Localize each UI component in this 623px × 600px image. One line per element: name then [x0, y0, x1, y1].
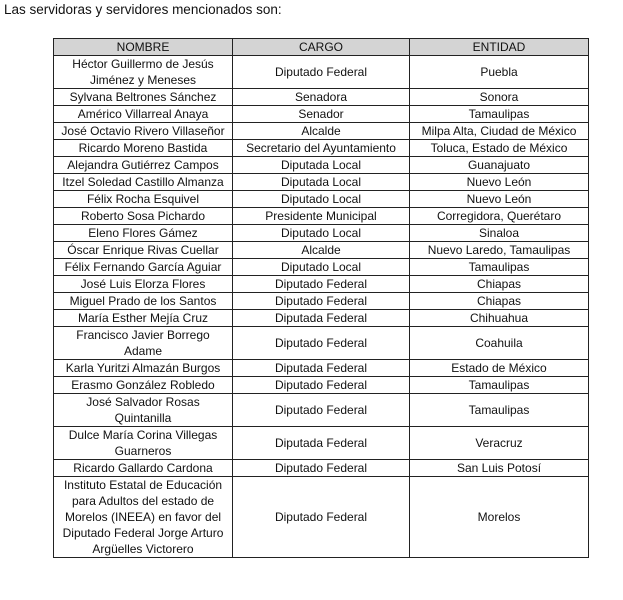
cell-nombre: Erasmo González Robledo: [54, 377, 233, 394]
cell-nombre: Ricardo Moreno Bastida: [54, 140, 233, 157]
cell-cargo: Diputada Federal: [233, 427, 410, 460]
cell-entidad: Estado de México: [410, 360, 589, 377]
cell-nombre: Karla Yuritzi Almazán Burgos: [54, 360, 233, 377]
table-row: [54, 377, 589, 394]
cell-entidad: Tamaulipas: [410, 259, 589, 276]
table-row: [54, 225, 589, 242]
cell-entidad: Corregidora, Querétaro: [410, 208, 589, 225]
cell-cargo: Diputado Federal: [233, 460, 410, 477]
table-row: [54, 259, 589, 276]
cell-nombre: Sylvana Beltrones Sánchez: [54, 89, 233, 106]
cell-entidad: Toluca, Estado de México: [410, 140, 589, 157]
table-row: [54, 242, 589, 259]
cell-cargo: Diputado Local: [233, 225, 410, 242]
cell-nombre: María Esther Mejía Cruz: [54, 310, 233, 327]
cell-nombre: José Octavio Rivero Villaseñor: [54, 123, 233, 140]
header-entidad: ENTIDAD: [410, 39, 589, 56]
cell-cargo: Diputado Federal: [233, 377, 410, 394]
cell-cargo: Diputado Federal: [233, 293, 410, 310]
cell-cargo: Senador: [233, 106, 410, 123]
cell-nombre: Óscar Enrique Rivas Cuellar: [54, 242, 233, 259]
cell-entidad: Veracruz: [410, 427, 589, 460]
table-row: [54, 327, 589, 360]
cell-nombre: Francisco Javier Borrego Adame: [54, 327, 233, 360]
cell-entidad: Puebla: [410, 56, 589, 89]
cell-nombre: Eleno Flores Gámez: [54, 225, 233, 242]
table-row: [54, 191, 589, 208]
cell-nombre: Instituto Estatal de Educación para Adultos del estado de Morelos (INEEA) en favor del Diputado Federal Jorge Arturo Argüelles Victorero: [54, 477, 233, 558]
table-header-row: [54, 39, 589, 56]
cell-cargo: Diputado Federal: [233, 477, 410, 558]
cell-cargo: Senadora: [233, 89, 410, 106]
cell-cargo: Secretario del Ayuntamiento: [233, 140, 410, 157]
table-row: [54, 276, 589, 293]
cell-cargo: Diputado Federal: [233, 327, 410, 360]
cell-cargo: Diputado Local: [233, 259, 410, 276]
table-row: [54, 106, 589, 123]
table-row: [54, 477, 589, 558]
table-row: [54, 56, 589, 89]
cell-nombre: José Salvador Rosas Quintanilla: [54, 394, 233, 427]
cell-entidad: Morelos: [410, 477, 589, 558]
table-row: [54, 394, 589, 427]
cell-nombre: Itzel Soledad Castillo Almanza: [54, 174, 233, 191]
cell-entidad: Nuevo León: [410, 191, 589, 208]
table-row: [54, 360, 589, 377]
cell-entidad: Tamaulipas: [410, 394, 589, 427]
cell-cargo: Diputada Local: [233, 174, 410, 191]
cell-nombre: José Luis Elorza Flores: [54, 276, 233, 293]
cell-entidad: Coahuila: [410, 327, 589, 360]
cell-cargo: Diputado Local: [233, 191, 410, 208]
cell-nombre: Américo Villarreal Anaya: [54, 106, 233, 123]
cell-nombre: Dulce María Corina Villegas Guarneros: [54, 427, 233, 460]
table-row: [54, 140, 589, 157]
cell-nombre: Alejandra Gutiérrez Campos: [54, 157, 233, 174]
cell-cargo: Diputado Federal: [233, 394, 410, 427]
cell-cargo: Alcalde: [233, 242, 410, 259]
cell-entidad: Sinaloa: [410, 225, 589, 242]
cell-cargo: Diputada Local: [233, 157, 410, 174]
table-row: [54, 427, 589, 460]
intro-text: Las servidoras y servidores mencionados son:: [4, 2, 282, 17]
cell-nombre: Miguel Prado de los Santos: [54, 293, 233, 310]
cell-cargo: Presidente Municipal: [233, 208, 410, 225]
cell-cargo: Diputada Federal: [233, 360, 410, 377]
cell-nombre: Roberto Sosa Pichardo: [54, 208, 233, 225]
table-row: [54, 157, 589, 174]
cell-cargo: Diputado Federal: [233, 56, 410, 89]
cell-entidad: San Luis Potosí: [410, 460, 589, 477]
cell-entidad: Chiapas: [410, 293, 589, 310]
cell-entidad: Sonora: [410, 89, 589, 106]
cell-entidad: Tamaulipas: [410, 106, 589, 123]
cell-cargo: Diputada Federal: [233, 310, 410, 327]
cell-nombre: Félix Fernando García Aguiar: [54, 259, 233, 276]
cell-entidad: Nuevo León: [410, 174, 589, 191]
servidores-table: [53, 38, 589, 558]
cell-entidad: Milpa Alta, Ciudad de México: [410, 123, 589, 140]
cell-nombre: Héctor Guillermo de Jesús Jiménez y Meneses: [54, 56, 233, 89]
header-cargo: CARGO: [233, 39, 410, 56]
cell-entidad: Nuevo Laredo, Tamaulipas: [410, 242, 589, 259]
cell-entidad: Guanajuato: [410, 157, 589, 174]
cell-cargo: Alcalde: [233, 123, 410, 140]
table-row: [54, 174, 589, 191]
header-nombre: NOMBRE: [54, 39, 233, 56]
cell-entidad: Tamaulipas: [410, 377, 589, 394]
cell-entidad: Chiapas: [410, 276, 589, 293]
cell-nombre: Ricardo Gallardo Cardona: [54, 460, 233, 477]
cell-nombre: Félix Rocha Esquivel: [54, 191, 233, 208]
table-row: [54, 123, 589, 140]
table-row: [54, 208, 589, 225]
table-row: [54, 460, 589, 477]
table-row: [54, 89, 589, 106]
cell-cargo: Diputado Federal: [233, 276, 410, 293]
cell-entidad: Chihuahua: [410, 310, 589, 327]
table-row: [54, 293, 589, 310]
table-row: [54, 310, 589, 327]
